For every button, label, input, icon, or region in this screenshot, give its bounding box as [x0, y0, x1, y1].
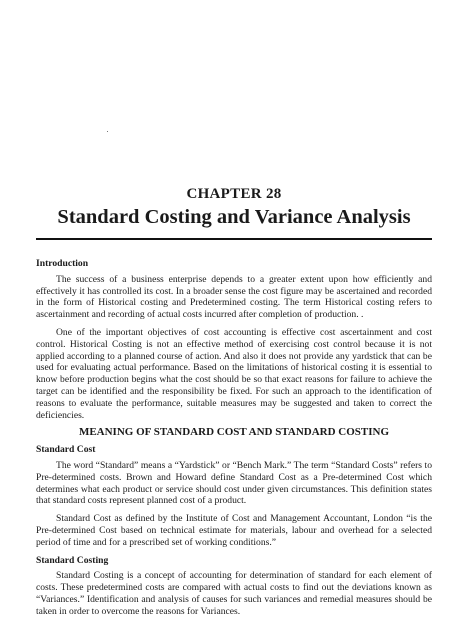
- heading-introduction: Introduction: [36, 258, 89, 269]
- chapter-label: CHAPTER 28: [186, 186, 282, 202]
- heading-standard-costing: Standard Costing: [36, 554, 109, 566]
- scan-speck: [107, 131, 108, 132]
- chapter-title: Standard Costing and Variance Analysis: [57, 206, 411, 228]
- paragraph-intro-1: The success of a business enterprise depends to a greater extent upon how efficiently and effectively it has controlled its cost. In a broader sense the cost figure may be ascertained and recorded in the form of Historical costing and Predetermined costing. The term Historical costing refers to ascertainment and recording of actual costs incurred after completion of production. .: [36, 273, 432, 321]
- heading-standard-cost: Standard Cost: [36, 444, 96, 456]
- title-rule: [36, 238, 432, 240]
- heading-meaning: MEANING OF STANDARD COST AND STANDARD COSTING: [78, 426, 390, 439]
- chapter-body: [36, 258, 432, 624]
- paragraph-standard-cost-2: Standard Cost as defined by the Institute of Cost and Management Accountant, London “is the Pre-determined Cost based on technical estimate for materials, labour and overhead for a selected period of time and for a prescribed set of working conditions.”: [36, 513, 432, 548]
- paragraph-standard-cost-1: The word “Standard” means a “Yardstick” or “Bench Mark.” The term “Standard Costs” refers to Pre-determined costs. Brown and Howard define Standard Cost as a Pre-determined Cost which determines what each product or service should cost under given circumstances. This definition states that standard costs represent planned cost of a product.: [36, 459, 432, 507]
- paragraph-intro-2: One of the important objectives of cost accounting is effective cost ascertainment and cost control. Historical Costing is not an effective method of exercising cost control because it is not applied according to a planned course of action. And also it does not provide any yardstick that can be used for evaluating actual performance. Based on the limitations of historical costing it is essential to know before production begins what the cost should be so that exact reasons for failure to achieve the target can be identified and the responsibility be fixed. For such an approach to the identification of reasons to evaluate the performance, suitable measures may be suggested and taken to correct the deficiencies.: [36, 326, 432, 421]
- paragraph-standard-costing-1: Standard Costing is a concept of accounting for determination of standard for each element of costs. These predetermined costs are compared with actual costs to find out the deviations known as “Variances.” Identification and analysis of causes for such variances and remedial measures should be taken in order to overcome the reasons for Variances.: [36, 570, 432, 617]
